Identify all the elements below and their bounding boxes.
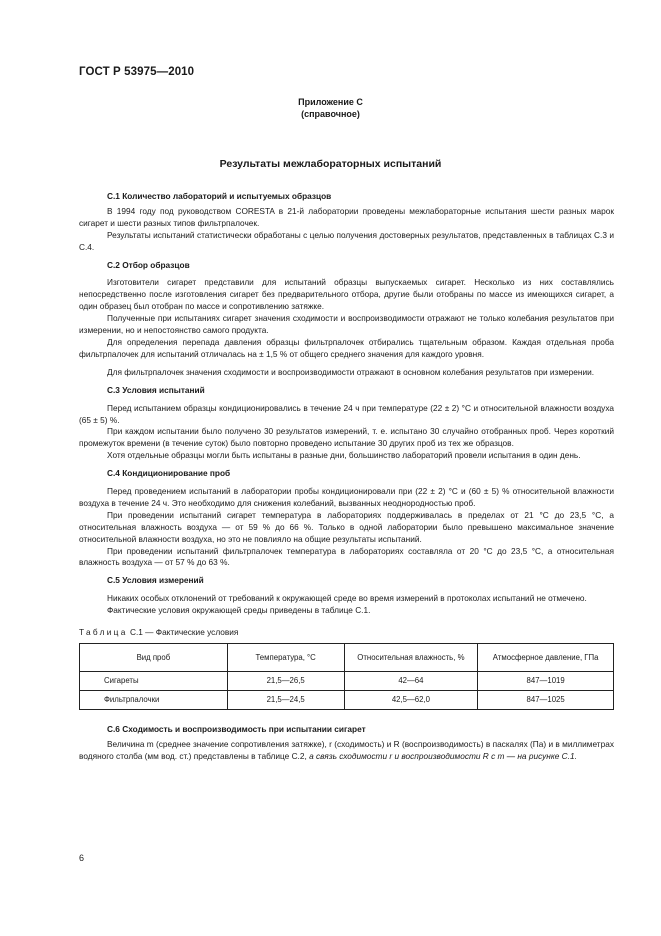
page-number: 6 (79, 853, 85, 863)
section-c4-paragraph: При проведении испытаний фильтрпалочек температура в лабораториях составляла от 20 °С до 23,5 °С, а относительная влажность воздуха — от 57 % до 63 %. (79, 545, 614, 568)
section-c2-paragraph: Для определения перепада давления образцы фильтрпалочек отбирались тщательным образом. Каждая отдельная проба фильтрпалочек для испытаний отличалась на ± 1,5 % от общего среднего значения для каждого уровня. (79, 336, 614, 359)
section-c2-paragraph: Полученные при испытаниях сигарет значения сходимости и воспроизводимости отражают не только колебания результатов при измерении, но и непостоянство самого продукта. (79, 313, 614, 336)
appendix-title: Результаты межлабораторных испытаний (219, 158, 442, 170)
section-c3-paragraph: Хотя отдельные образцы могли быть испытаны в разные дни, большинство лабораторий провели испытания в один день. (107, 450, 581, 461)
table-cell: Фильтрпалочки (80, 691, 228, 710)
table-cell: 847—1025 (478, 691, 614, 710)
section-c2-paragraph: Для фильтрпалочек значения сходимости и воспроизводимости отражают в основном колебания результатов при измерении. (107, 366, 595, 377)
section-c6-italic-text: а связь сходимости r и воспроизводимости R с m — на рисунке С.1. (309, 750, 577, 761)
section-c3-paragraph: При каждом испытании было получено 30 результатов измерений, т. е. испытано 30 случайно отобранных проб. Через короткий промежуток времени (в течение суток) было повторно проведено испытание 30 других проб из тех же образцов. (79, 426, 614, 449)
document-body (79, 191, 614, 763)
table-cell: Сигареты (80, 672, 228, 691)
section-c6-heading: С.6 Сходимость и воспроизводимость при испытании сигарет (107, 724, 366, 734)
section-c4-heading: С.4 Кондиционирование проб (107, 468, 231, 479)
section-c6-text: Величина m (среднее значение сопротивления затяжке), r (сходимость) и R (воспроизводимость) в паскалях (Па) и в миллиметрах водяного столба (мм вод. ст.) представлены в таблице С.2, (79, 738, 614, 761)
header-humidity: Относительная влажность, % (344, 644, 478, 672)
table-row (80, 691, 614, 710)
appendix-label: Приложение С (298, 97, 363, 107)
conditions-table (79, 643, 614, 710)
header-temperature: Температура, °С (227, 644, 344, 672)
table-cell: 21,5—24,5 (227, 691, 344, 710)
table-cell: 847—1019 (478, 672, 614, 691)
table-header-row (80, 644, 614, 672)
section-c5-paragraph: Никаких особых отклонений от требований к окружающей среде во время измерений в протоколах испытаний не отмечено. (107, 593, 587, 604)
table-caption-word: Таблица (79, 627, 128, 638)
header-pressure: Атмосферное давление, ГПа (478, 644, 614, 672)
section-c5-heading: С.5 Условия измерений (107, 575, 204, 586)
standard-number: ГОСТ Р 53975—2010 (79, 66, 195, 78)
table-cell: 42,5—62,0 (344, 691, 478, 710)
section-c2-paragraph: Изготовители сигарет представили для испытаний образцы выпускаемых сигарет. Несколько из них составлялись непосредственно после изготовления сигарет без предварительного отбора, другие были отобраны по массе из имеющихся сигарет, а один образец был отобран по массе и сопротивлению затяжке. (79, 277, 614, 312)
section-c5-paragraph: Фактические условия окружающей среды приведены в таблице С.1. (107, 605, 371, 616)
section-c3-paragraph: Перед испытанием образцы кондиционировались в течение 24 ч при температуре (22 ± 2) °С и относительной влажности воздуха (65 ± 5) %. (79, 402, 614, 425)
section-c3-heading: С.3 Условия испытаний (107, 384, 205, 395)
appendix-type: (справочное) (301, 109, 360, 119)
section-c4-paragraph: Перед проведением испытаний в лаборатории пробы кондиционировали при (22 ± 2) °С и (60 ± 5) % относительной влажности воздуха в течение 24 ч. Это необходимо для снижения колебаний, вызванных неоднородностью проб. (79, 486, 614, 508)
section-c1-paragraph: В 1994 году под руководством CORESTA в 21-й лаборатории проведены межлабораторные испытания шести разных марок сигарет и шести разных типов фильтрпалочек. (79, 205, 614, 228)
table-caption (79, 617, 614, 643)
header-sample-type: Вид проб (80, 644, 228, 672)
table-caption-text: С.1 — Фактические условия (127, 627, 239, 638)
table-cell: 21,5—26,5 (227, 672, 344, 691)
section-c1-paragraph: Результаты испытаний статистически обработаны с целью получения достоверных результатов, представленных в таблицах С.3 и С.4. (79, 229, 614, 252)
section-c2-heading: С.2 Отбор образцов (107, 259, 190, 270)
table-row (80, 672, 614, 691)
section-c4-paragraph: При проведении испытаний сигарет температура в лабораториях поддерживалась в пределах от 21 °С до 23,5 °С, а относительная влажность воздуха — от 59 % до 66 %. Только в одной лаборатории было превышено максимальное значение относительной влажности воздуха, но это не повлияло на общие результаты испытаний. (79, 509, 614, 544)
section-c6-paragraph (79, 739, 614, 763)
table-cell: 42—64 (344, 672, 478, 691)
section-c1-heading: С.1 Количество лабораторий и испытуемых образцов (107, 191, 332, 201)
